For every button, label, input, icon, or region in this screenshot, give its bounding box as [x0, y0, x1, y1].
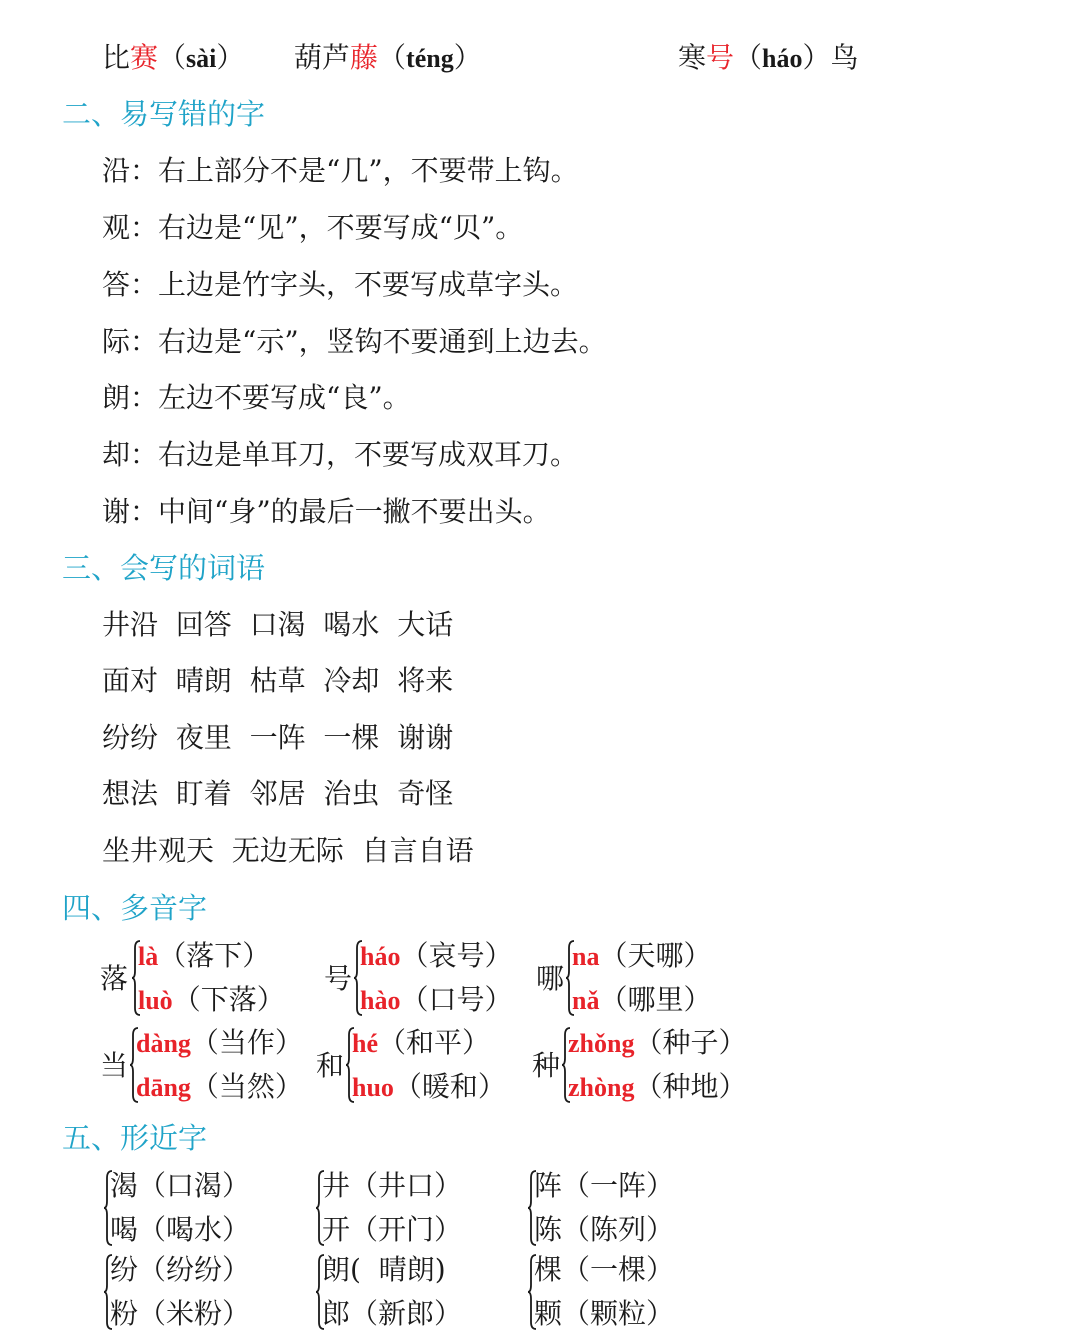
similar-char-a: 纷（纷纷）	[110, 1253, 251, 1286]
similar-char-b: 郎（新郎）	[322, 1297, 463, 1330]
top-entry-2-prefix: 葫芦	[294, 41, 351, 74]
section3-heading: 三、会写的词语	[62, 551, 266, 585]
top-entry-1-prefix: 比	[102, 41, 131, 74]
section3-word-row: 想法 盯着 邻居 治虫 奇怪	[102, 777, 454, 810]
example-word: （和平）	[378, 1026, 491, 1059]
polyphone-reading-b	[360, 982, 512, 1019]
pinyin: hào	[360, 986, 401, 1015]
polyphone-char: 落	[100, 962, 129, 995]
top-entry-3-prefix: 寒	[678, 41, 707, 74]
section3-word-row: 面对 晴朗 枯草 冷却 将来	[102, 664, 454, 697]
top-entry-3-highlight: 号	[706, 41, 735, 74]
top-entry-3-open: （	[734, 41, 763, 74]
similar-char-b: 粉（米粉）	[110, 1297, 251, 1330]
example-word: （种子）	[634, 1026, 747, 1059]
example-word: （当作）	[190, 1026, 303, 1059]
top-entry-1	[102, 40, 244, 77]
pinyin: na	[572, 942, 600, 971]
polyphone-reading-a	[138, 938, 270, 975]
section3-word-row: 坐井观天 无边无际 自言自语	[102, 834, 474, 867]
pinyin: dàng	[136, 1029, 191, 1058]
pinyin: zhòng	[568, 1073, 635, 1102]
similar-char-a: 朗( 晴朗)	[322, 1253, 446, 1286]
similar-char-b: 喝（喝水）	[110, 1213, 251, 1246]
polyphone-reading-b	[352, 1069, 506, 1106]
similar-char-b: 颗（颗粒）	[534, 1297, 675, 1330]
top-entry-3	[678, 40, 859, 77]
example-word: （口号）	[400, 983, 513, 1016]
section2-heading: 二、易写错的字	[62, 97, 266, 131]
pinyin: huo	[352, 1073, 394, 1102]
section3-word-row: 井沿 回答 口渴 喝水 大话	[102, 608, 454, 641]
polyphone-reading-a	[568, 1025, 746, 1062]
polyphone-char: 和	[316, 1049, 345, 1082]
pinyin: háo	[360, 942, 401, 971]
polyphone-reading-b	[568, 1069, 746, 1106]
polyphone-reading-a	[136, 1025, 303, 1062]
example-word: （暖和）	[393, 1070, 506, 1103]
similar-char-a: 渴（口渴）	[110, 1169, 251, 1202]
similar-char-a: 井（井口）	[322, 1169, 463, 1202]
section5-heading: 五、形近字	[62, 1121, 208, 1155]
section2-item: 谢：中间“身”的最后一撇不要出头。	[102, 495, 551, 528]
section4-heading: 四、多音字	[62, 891, 208, 925]
section2-item: 却：右边是单耳刀，不要写成双耳刀。	[102, 438, 579, 471]
section2-item: 际：右边是“示”，竖钩不要通到上边去。	[102, 325, 607, 358]
polyphone-char: 当	[100, 1049, 129, 1082]
top-entry-3-close: ）鸟	[802, 41, 859, 74]
example-word: （哀号）	[400, 939, 513, 972]
polyphone-reading-a	[572, 938, 711, 975]
polyphone-char: 哪	[536, 962, 565, 995]
similar-char-b: 陈（陈列）	[534, 1213, 675, 1246]
example-word: （种地）	[634, 1070, 747, 1103]
polyphone-char: 号	[324, 962, 353, 995]
top-entry-2-open: （	[378, 41, 407, 74]
top-entry-1-open: （	[158, 41, 187, 74]
example-word: （天哪）	[599, 939, 712, 972]
top-entry-2-pinyin: téng	[406, 44, 454, 73]
similar-char-a: 棵（一棵）	[534, 1253, 675, 1286]
section2-item: 朗：左边不要写成“良”。	[102, 381, 411, 414]
polyphone-reading-b	[136, 1069, 303, 1106]
section2-item: 答：上边是竹字头，不要写成草字头。	[102, 268, 579, 301]
pinyin: zhǒng	[568, 1029, 635, 1058]
pinyin: hé	[352, 1029, 378, 1058]
example-word: （当然）	[190, 1070, 303, 1103]
polyphone-reading-a	[352, 1025, 490, 1062]
similar-char-a: 阵（一阵）	[534, 1169, 675, 1202]
top-entry-1-highlight: 赛	[130, 41, 159, 74]
section2-item: 观：右边是“见”，不要写成“贝”。	[102, 211, 524, 244]
pinyin: dāng	[136, 1073, 191, 1102]
polyphone-reading-b	[572, 982, 711, 1019]
top-entry-1-pinyin: sài	[186, 44, 217, 73]
top-entry-1-close: ）	[216, 41, 245, 74]
polyphone-char: 种	[532, 1049, 561, 1082]
pinyin: là	[138, 942, 159, 971]
polyphone-reading-b	[138, 982, 285, 1019]
top-entry-2-close: ）	[453, 41, 482, 74]
top-entry-3-pinyin: háo	[762, 44, 803, 73]
top-entry-2	[294, 40, 482, 77]
similar-char-b: 开（开门）	[322, 1213, 463, 1246]
section3-word-row: 纷纷 夜里 一阵 一棵 谢谢	[102, 721, 454, 754]
top-entry-2-highlight: 藤	[350, 41, 379, 74]
pinyin: luò	[138, 986, 173, 1015]
example-word: （哪里）	[599, 983, 712, 1016]
polyphone-reading-a	[360, 938, 512, 975]
pinyin: nǎ	[572, 986, 600, 1015]
section2-item: 沿：右上部分不是“几”，不要带上钩。	[102, 154, 579, 187]
example-word: （落下）	[158, 939, 271, 972]
example-word: （下落）	[172, 983, 285, 1016]
